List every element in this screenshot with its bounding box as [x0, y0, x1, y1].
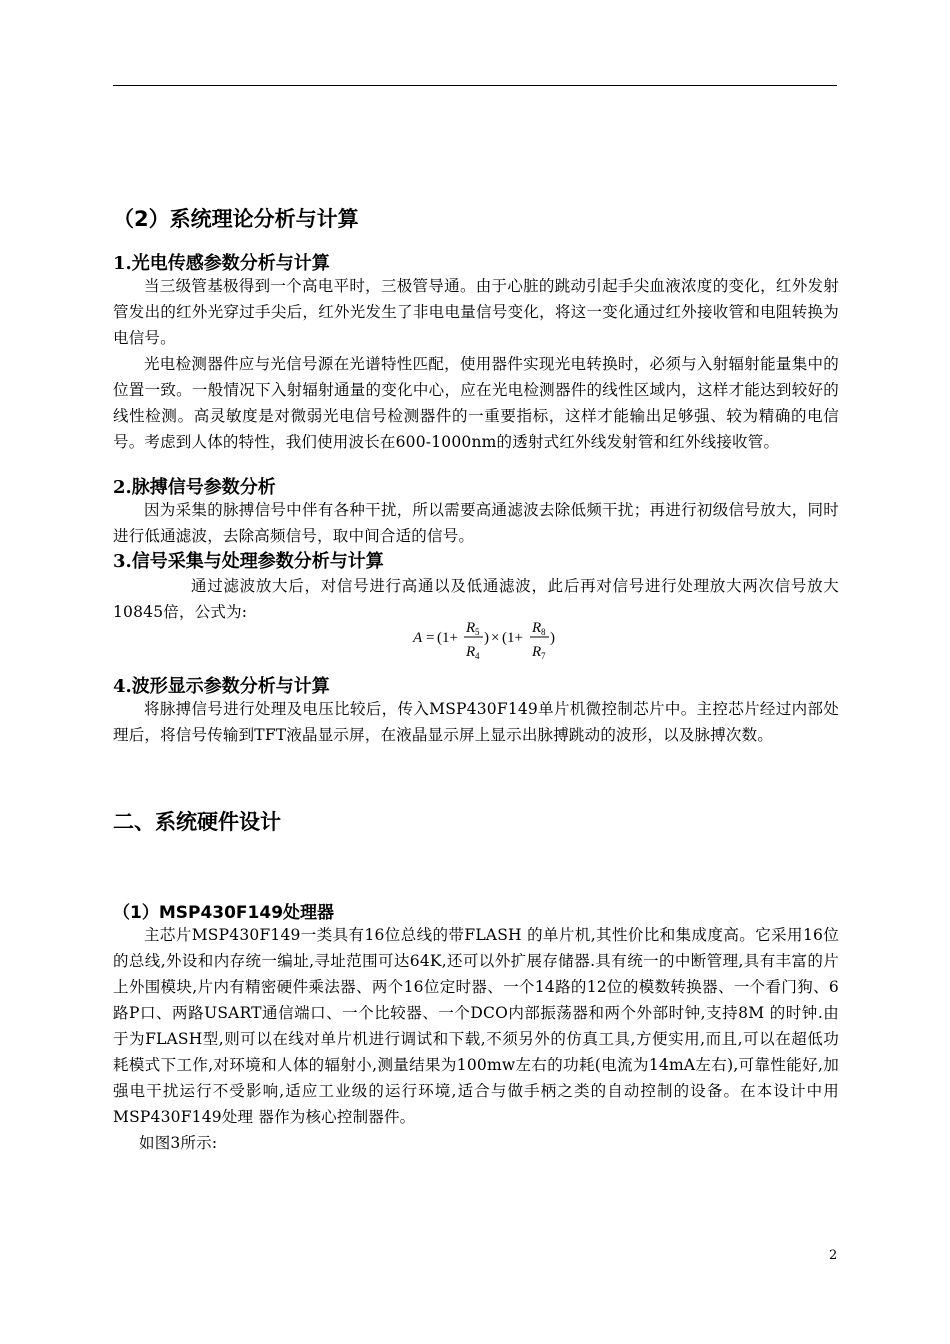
formula-num-2-sub: 8 [541, 627, 546, 637]
formula-den-2-sub: 7 [541, 651, 546, 661]
formula-den-1-sub: 4 [475, 651, 480, 661]
paragraph-photoelectric-2: 光电检测器件应与光信号源在光谱特性匹配，使用器件实现光电转换时，必须与入射辐射能量集中的位置一致。一般情况下入射辐射通量的变化中心，应在光电检测器件的线性区域内，这样才能达到较好的线性检测。高灵敏度是对微弱光电信号检测器件的一重要指标，这样才能输出足够强、较为精确的电信号。考虑到人体的特性，我们使用波长在600-1000nm的透射式红外线发射管和红外线接收管。 [113, 355, 839, 451]
subheading-waveform: 4.波形显示参数分析与计算 [113, 676, 330, 697]
paragraph-pulse: 因为采集的脉搏信号中伴有各种干扰，所以需要高通滤波去除低频干扰；再进行初级信号放大，同时进行低通滤波，去除高频信号，取中间合适的信号。 [113, 501, 839, 545]
paragraph-photoelectric-1: 当三级管基极得到一个高电平时，三极管导通。由于心脏的跳动引起手尖血液浓度的变化，红外发射管发出的红外光穿过手尖后，红外光发生了非电电量信号变化，将这一变化通过红外接收管和电阻转换为电信号。 [113, 277, 839, 347]
formula-den-2: R [532, 644, 542, 660]
paragraph-msp430: 主芯片MSP430F149一类具有16位总线的带FLASH 的单片机,其性价比和集成度高。它采用16位的总线,外设和内存统一编址,寻址范围可达64K,还可以外扩展存储器.具有统一的中断管理,具有丰富的片上外围模块,片内有精密硬件乘法器、两个16位定时器、一个14路的12位的模数转换器、一个看门狗、6路P口、两路USART通信端口、一个比较器、一个DCO内部振荡器和两个外部时钟,支持8M 的时钟.由于为FLASH型,则可以在线对单片机进行调试和下载,不须另外的仿真工具,方便实用,而且,可以在超低功耗模式下工作,对环境和人体的辐射小,测量结果为100mw左右的功耗(电流为14mA左右),可靠性能好,加强电干扰运行不受影响,适应工业级的运行环境,适合与做手柄之类的自动控制的设备。在本设计中用MSP430F149处理 器作为核心控制器件。 [113, 926, 839, 1126]
subheading-photoelectric: 1.光电传感参数分析与计算 [113, 253, 330, 274]
figure-reference: 如图3所示: [139, 1134, 218, 1152]
formula-lhs: A [413, 630, 423, 646]
formula-num-2: R [532, 620, 542, 636]
gain-formula [113, 612, 839, 668]
formula-num-1-sub: 5 [475, 627, 480, 637]
formula-close-1: ) [484, 630, 489, 646]
subheading-acquisition: 3.信号采集与处理参数分析与计算 [113, 551, 384, 572]
heading-msp430: （1）MSP430F149处理器 [113, 903, 335, 923]
subheading-pulse: 2.脉搏信号参数分析 [113, 477, 276, 498]
formula-open-2: (1+ [502, 630, 523, 646]
section-heading-theory: （2）系统理论分析与计算 [113, 207, 359, 231]
formula-equals: = [426, 630, 435, 646]
formula-close-2: ) [550, 630, 555, 646]
formula-open-1: (1+ [437, 630, 458, 646]
chapter-heading-hardware: 二、系统硬件设计 [113, 810, 281, 834]
waveform-section [113, 696, 839, 748]
photoelectric-section [113, 273, 839, 455]
pulse-section [113, 497, 839, 549]
formula-svg [409, 612, 569, 668]
page-number: 2 [829, 1248, 838, 1263]
formula-times: × [491, 630, 500, 646]
formula-num-1: R [466, 620, 476, 636]
paragraph-acquisition: 通过滤波放大后，对信号进行高通以及低通滤波，此后再对信号进行处理放大两次信号放大10845倍，公式为: [113, 577, 839, 621]
header-rule [113, 85, 837, 86]
paragraph-waveform: 将脉搏信号进行处理及电压比较后，传入MSP430F149单片机微控制芯片中。主控芯片经过内部处理后，将信号传输到TFT液晶显示屏，在液晶显示屏上显示出脉搏跳动的波形，以及脉搏次数。 [113, 700, 839, 744]
formula-den-1: R [466, 644, 476, 660]
msp430-section [113, 922, 839, 1156]
